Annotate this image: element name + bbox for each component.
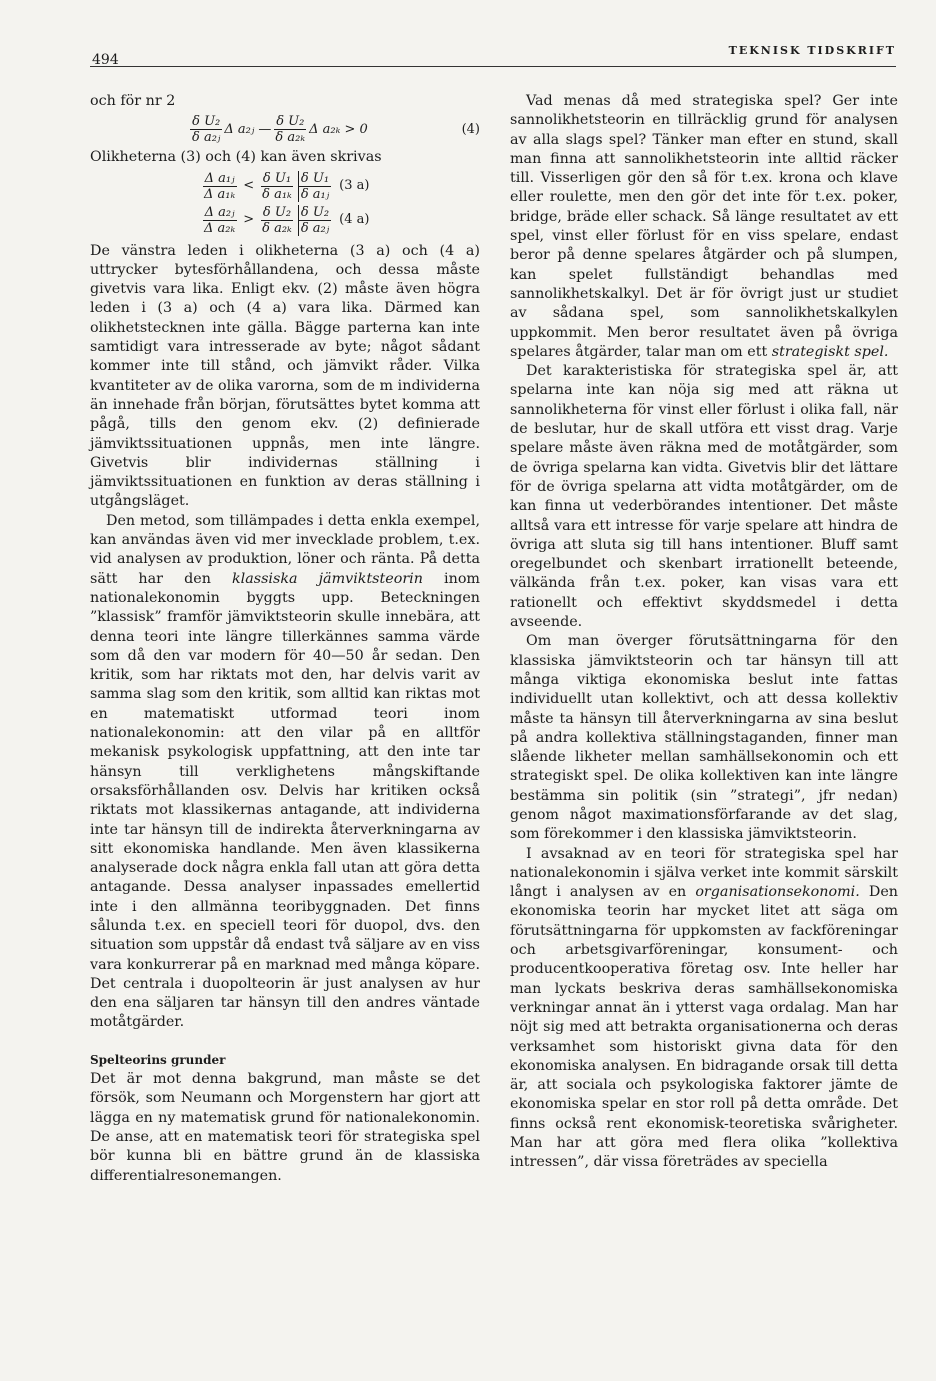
right-column [510, 92, 898, 1173]
paragraph: Det karakteristiska för strategiska spel är, att spelarna inte kan nöja sig med att räkna ut sannolikheterna för vinst eller förlust i olika fall, när de beslutar, hur de skall utföra ett visst drag. Varje spelare måste även räkna med de motåtgärder, som de övriga spelarna kan vidta. Givetvis blir det lättare för de övriga spelarna att vidta motåtgärder, om de kan finna ut vederbörandes intentioner. Det måste alltså vara ett intresse för varje spelare att hindra de övriga att sluta sig till hans intentioner. Bluff samt oregelbundet och skenbart irrationellt beteende, välkända från t.ex. poker, kan visas vara ett rationellt och effektivt skyddsmedel i detta avseende. [510, 363, 898, 631]
intro-line: och för nr 2 [90, 93, 176, 109]
paragraph: De vänstra leden i olikheterna (3 a) och (4 a) uttrycker bytesförhållandena, och dessa måste givetvis vara lika. Enligt ekv. (2) måste även högra leden i (3 a) och (4 a) vara lika. Därmed kan olikhetstecknen inte gälla. Bägge parterna kan inte samtidigt vara intresserade av byte; något sådant kommer inte till stånd, och jämvikt råder. Vilka kvantiteter av de olika varorna, som de m individerna än innehade från början, förutsättes bytet komma att pågå, tills den genom ekv. (2) definierade jämviktssituationen uppnås, men inte längre. Givetvis blir individernas ställning i jämviktssituationen en funktion av deras ställning i utgångsläget. [90, 242, 480, 510]
fraction: $\frac{\text{δ U₂}}{\text{δ a₂ⱼ}}$ [192, 114, 221, 146]
page-number: 494 [92, 52, 119, 68]
inequality-intro: Olikheterna (3) och (4) kan även skrivas [90, 149, 382, 166]
equation-4: $\frac{\text{δ U₂}}{\text{δ a₂ⱼ}}$ Δ a₂ⱼ — $\frac{\text{δ U₂}}{\text{δ a₂ₖ}}$ Δ a₂ₖ > 0 (4) [192, 114, 480, 146]
equation-3a: $\frac{\text{Δ a₁ⱼ}}{\text{Δ a₁ₖ}}$ < $\frac{\text{δ U₁}}{\text{δ a₁ₖ}}$ $\frac{\text{δ U₁}}{\text{δ a₁ⱼ}}$ (3 a) [204, 170, 370, 202]
running-head: TEKNISK TIDSKRIFT [728, 44, 896, 57]
left-column [90, 92, 480, 1186]
equation-number: (3 a) [339, 178, 370, 194]
section-heading: Spelteorins grunder [90, 1052, 226, 1067]
fraction: $\frac{\text{δ U₂}}{\text{δ a₂ₖ}}$ [275, 114, 306, 146]
equation-number: (4) [461, 122, 480, 138]
equation-4a: $\frac{\text{Δ a₂ⱼ}}{\text{Δ a₂ₖ}}$ > $\frac{\text{δ U₂}}{\text{δ a₂ₖ}}$ $\frac{\text{δ U₂}}{\text{δ a₂ⱼ}}$ (4 a) [204, 204, 370, 236]
header-rule [90, 66, 896, 67]
paragraph: Om man överger förutsättningarna för den klassiska jämviktsteorin och tar hänsyn till att många viktiga ekonomiska beslut inte fattas individuellt utan kollektivt, och att dessa kollektiv måste ta hänsyn till återverkningarna av sina beslut på andra kollektiva ställningstaganden, finner man slående likheter mellan samhällsekonomin och ett strategiskt spel. De olika kollektiven kan inte längre bestämma sin politik (sin ”strategi”, jfr nedan) genom något maximationsförfarande av det slag, som förekommer i den klassiska jämviktsteorin. [510, 633, 898, 843]
paragraph: Vad menas då med strategiska spel? Ger inte sannolikhetsteorin en tillräcklig grund för analysen av alla slags spel? Tänker man efter en stund, skall man finna att sannolikhetsteorin inte alltid räcker till. Visserligen gör den så för t.ex. krona och klave eller roulette, men den gör det inte för t.ex. poker, bridge, bräde eller schack. Så länge resultatet av ett spel, vinst eller förlust för en viss spelare, endast beror på denne spelares åtgärder och på slumpen, kan spelet fullständigt behandlas med sannolikhetskalkyl. Det är för övrigt just ur studiet av sådana spel, som sannolikhetskalkylen uppkommit. Men beror resultatet även på övriga spelares åtgärder, talar man om ett strategiskt spel. [510, 93, 898, 360]
paragraph: Det är mot denna bakgrund, man måste se det försök, som Neumann och Morgenstern har gjort att lägga en ny matematisk grund för nationalekonomin. De anse, att en matematisk teori för strategiska spel bör kunna bli en bättre grund än de klassiska differentialresonemangen. [90, 1071, 480, 1184]
paragraph: Den metod, som tillämpades i detta enkla exempel, kan användas även vid mer invecklade problem, t.ex. vid analysen av produktion, löner och ränta. På detta sätt har den klassiska jämviktsteorin inom nationalekonomin byggts upp. Beteckningen ”klassisk” framför jämviktsteorin skulle innebära, att denna teori inte längre tillerkännes samma värde som då den var modern för 40—50 år sedan. Den kritik, som har riktats mot den, har delvis varit av samma slag som den kritik, som alltid kan riktas mot en matematiskt utformad teori inom nationalekonomin: att den vilar på en alltför mekanisk psykologisk uppfattning, att den inte tar hänsyn till verklighetens mångskiftande orsaksförhållanden osv. Delvis har kritiken också riktats mot klassikernas antagande, att individerna inte tar hänsyn till de indirekta återverkningarna av sitt ekonomiska handlande. Men även klassikerna analyserade dock några enkla fall utan att göra detta antagande. Dessa analyser inpassades emellertid inte i den allmänna teoribyggnaden. Det finns sålunda t.ex. en speciell teori för duopol, dvs. den situation som uppstår då endast två säljare av en viss vara konkurrerar på en marknad med många köpare. Det centrala i duopolteorin är just analysen av hur den ena säljaren tar hänsyn till den andres väntade motåtgärder. [90, 512, 480, 1031]
paragraph: I avsaknad av en teori för strategiska spel har nationalekonomin i själva verket inte kommit särskilt långt i analysen av en organisationsekonomi. Den ekonomiska teorin har mycket litet att säga om förutsättningarna för uppkomsten av fackföreningar och arbetsgivarföreningar, konsument- och producentkooperativa företag osv. Inte heller har man lyckats beskriva deras samhällsekonomiska verkningar annat än i ytterst vaga ordalag. Man har nöjt sig med att betrakta organisationerna och deras verksamhet som historiskt givna data för den ekonomiska analysen. En bidragande orsak till detta är, att sociala och psykologiska faktorer jämte de ekonomiska spelar en stor roll på detta område. Det finns också rent ekonomisk-teoretiska svårigheter. Man har att göra med flera olika ”kollektiva intressen”, där vissa företrädes av speciella [510, 845, 898, 1171]
equation-number: (4 a) [339, 212, 370, 228]
